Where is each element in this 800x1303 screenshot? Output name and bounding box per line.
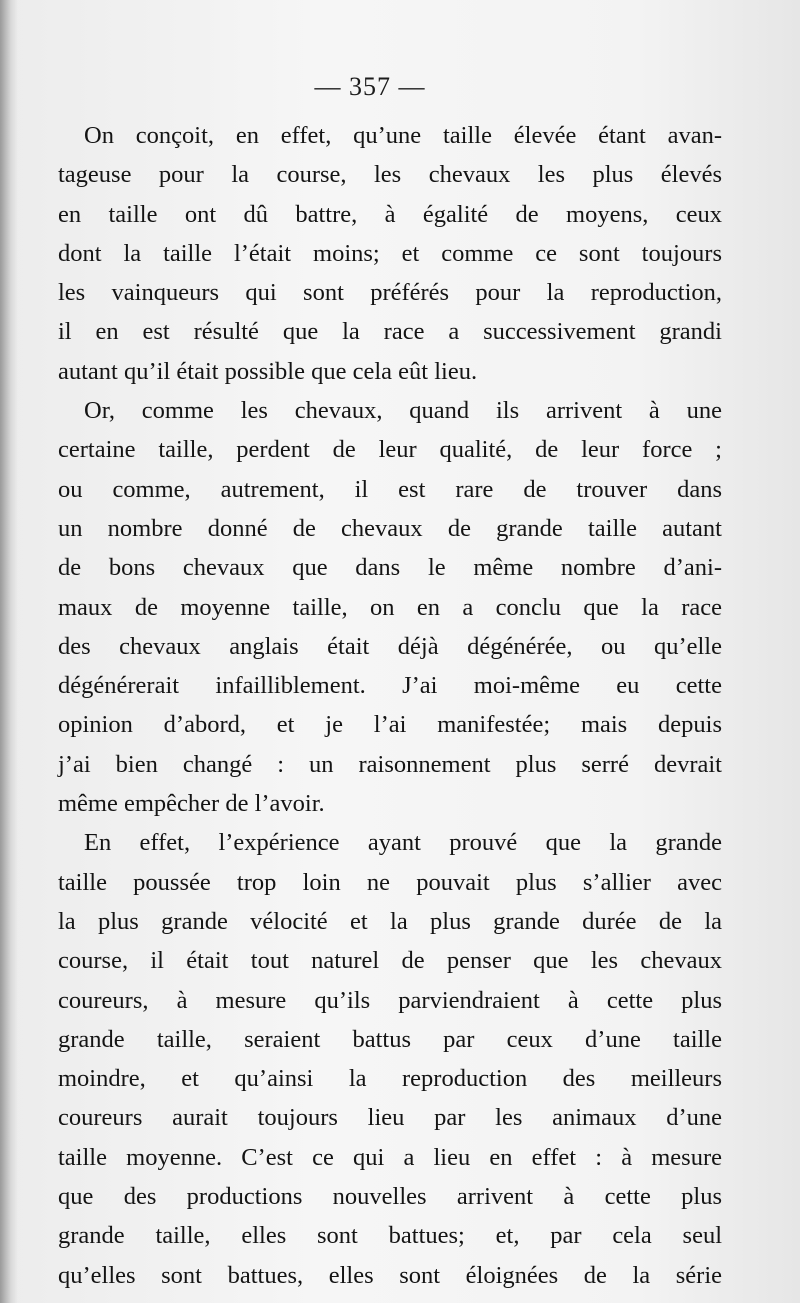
text-line: un nombre donné de chevaux de grande taille autant — [58, 514, 722, 542]
text-line: En effet, l’expérience ayant prouvé que la grande — [84, 829, 722, 857]
text-line: autant qu’il était possible que cela eût lieu. — [58, 357, 478, 385]
text-line: il en est résulté que la race a successivement grandi — [58, 318, 722, 346]
text-line: moindre, et qu’ainsi la reproduction des meilleurs — [58, 1065, 722, 1093]
page-number: — 357 — — [314, 72, 426, 101]
paragraph-2 — [58, 391, 722, 823]
text-line: certaine taille, perdent de leur qualité, de leur force ; — [58, 436, 722, 464]
text-line: taille poussée trop loin ne pouvait plus s’allier avec — [58, 868, 722, 896]
body-text — [58, 116, 722, 1295]
text-line: en taille ont dû battre, à égalité de moyens, ceux — [58, 200, 722, 228]
text-line: grande taille, seraient battus par ceux d’une taille — [58, 1025, 722, 1053]
text-line: les vainqueurs qui sont préférés pour la reproduction, — [58, 279, 722, 307]
text-line: qu’elles sont battues, elles sont éloignées de la série — [58, 1261, 722, 1289]
text-line: coureurs, à mesure qu’ils parviendraient à cette plus — [58, 986, 722, 1014]
text-line: On conçoit, en effet, qu’une taille élevée étant avan- — [84, 122, 722, 149]
text-line: j’ai bien changé : un raisonnement plus serré devrait — [58, 750, 722, 778]
paragraph-3 — [58, 823, 722, 1295]
text-line: même empêcher de l’avoir. — [58, 790, 325, 818]
text-line: opinion d’abord, et je l’ai manifestée; mais depuis — [58, 711, 722, 739]
text-line: dont la taille l’était moins; et comme ce sont toujours — [58, 239, 722, 267]
text-line: que des productions nouvelles arrivent à cette plus — [58, 1183, 722, 1211]
text-line: maux de moyenne taille, on en a conclu que la race — [58, 593, 722, 621]
text-line: dégénérerait infailliblement. J’ai moi-même eu cette — [58, 672, 722, 700]
text-line: taille moyenne. C’est ce qui a lieu en effet : à mesure — [58, 1143, 722, 1171]
text-line: de bons chevaux que dans le même nombre d’ani- — [58, 554, 722, 582]
text-line: des chevaux anglais était déjà dégénérée, ou qu’elle — [58, 632, 722, 660]
text-line: Or, comme les chevaux, quand ils arrivent à une — [84, 397, 722, 425]
text-line: tageuse pour la course, les chevaux les plus élevés — [58, 161, 722, 189]
text-line: la plus grande vélocité et la plus grande durée de la — [58, 907, 722, 935]
text-line: course, il était tout naturel de penser que les chevaux — [58, 947, 722, 975]
text-line: grande taille, elles sont battues; et, par cela seul — [58, 1222, 722, 1250]
text-line: coureurs aurait toujours lieu par les animaux d’une — [58, 1104, 722, 1132]
paragraph-1 — [58, 116, 722, 391]
page-gutter-shadow — [0, 0, 18, 1303]
text-line: ou comme, autrement, il est rare de trouver dans — [58, 475, 722, 503]
